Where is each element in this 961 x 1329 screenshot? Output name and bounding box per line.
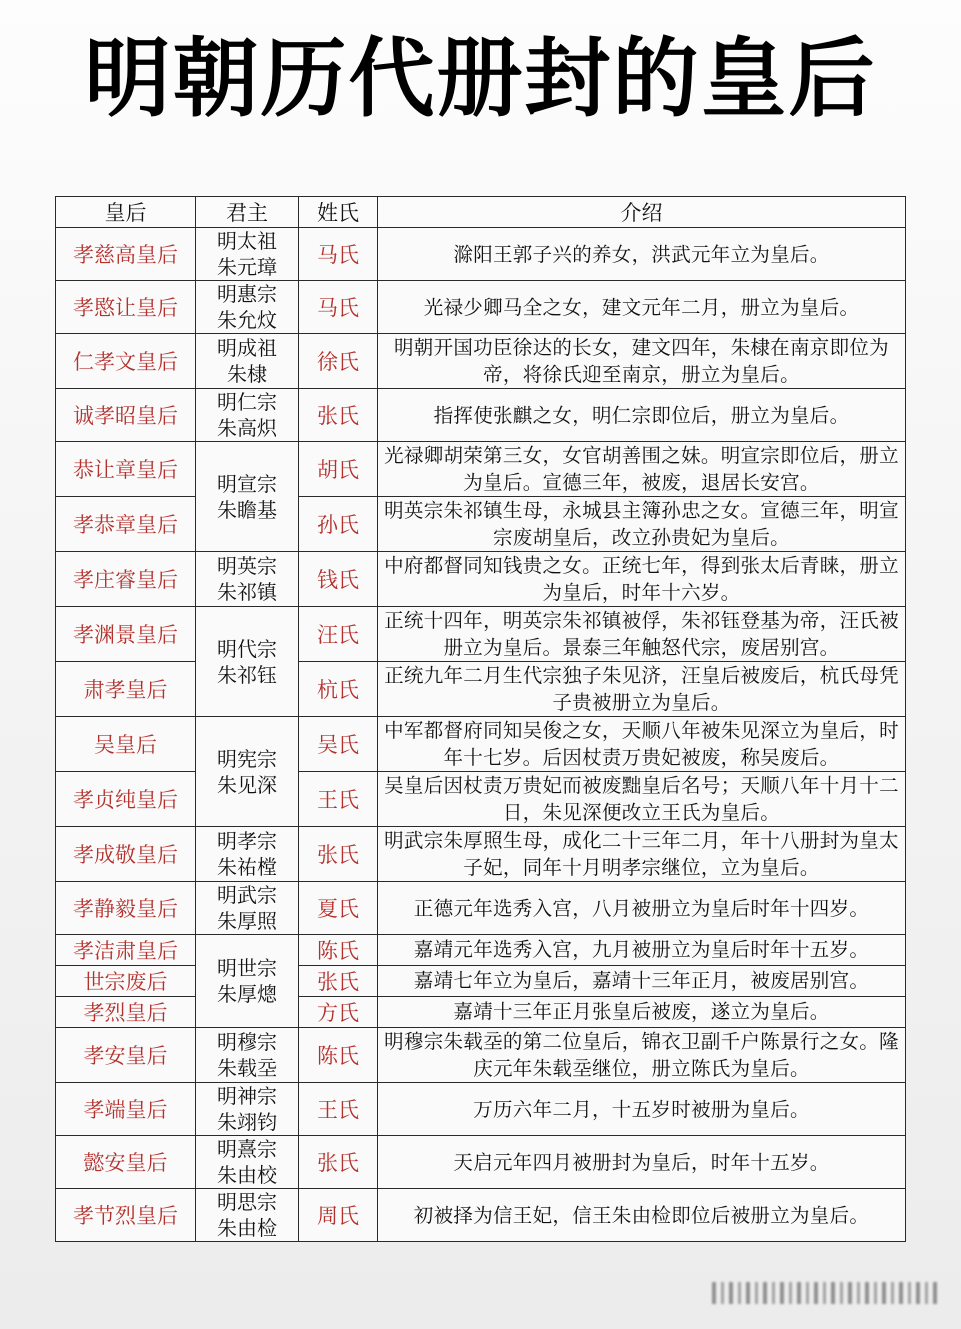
intro: 指挥使张麒之女，明仁宗即位后，册立为皇后。 bbox=[378, 389, 906, 442]
intro: 天启元年四月被册封为皇后，时年十五岁。 bbox=[378, 1136, 906, 1189]
emperor-personal-name: 朱厚照 bbox=[217, 909, 277, 933]
queen-title: 孝庄睿皇后 bbox=[56, 552, 196, 607]
intro: 中府都督同知钱贵之女。正统七年，得到张太后青睐，册立为皇后，时年十六岁。 bbox=[378, 552, 906, 607]
intro: 光禄少卿马全之女，建文元年二月，册立为皇后。 bbox=[378, 281, 906, 334]
header-intro: 介绍 bbox=[378, 197, 906, 228]
emperor-temple-name: 明代宗 bbox=[217, 636, 277, 661]
intro: 滁阳王郭子兴的养女，洪武元年立为皇后。 bbox=[378, 228, 906, 281]
table-row bbox=[56, 1028, 906, 1083]
emperor-cell bbox=[196, 281, 299, 334]
table-row bbox=[56, 1136, 906, 1189]
queen-title: 孝烈皇后 bbox=[56, 997, 196, 1028]
queen-title: 懿安皇后 bbox=[56, 1136, 196, 1189]
surname: 马氏 bbox=[299, 281, 378, 334]
emperor-personal-name: 朱棣 bbox=[227, 362, 267, 386]
empress-table bbox=[55, 196, 906, 1242]
emperor-cell bbox=[196, 1028, 299, 1083]
page-title: 明朝历代册封的皇后 bbox=[84, 29, 877, 129]
queen-title: 恭让章皇后 bbox=[56, 442, 196, 497]
surname: 张氏 bbox=[299, 1136, 378, 1189]
queen-title: 诚孝昭皇后 bbox=[56, 389, 196, 442]
emperor-cell bbox=[196, 1083, 299, 1136]
queen-title: 肃孝皇后 bbox=[56, 662, 196, 717]
emperor-cell bbox=[196, 552, 299, 607]
table-header-row bbox=[56, 197, 906, 228]
queen-title: 世宗废后 bbox=[56, 966, 196, 997]
surname: 杭氏 bbox=[299, 662, 378, 717]
surname: 胡氏 bbox=[299, 442, 378, 497]
emperor-cell bbox=[196, 827, 299, 882]
emperor-personal-name: 朱载坖 bbox=[217, 1056, 277, 1080]
emperor-temple-name: 明宣宗 bbox=[217, 471, 277, 496]
surname: 徐氏 bbox=[299, 334, 378, 389]
table-row bbox=[56, 497, 906, 552]
queen-title: 吴皇后 bbox=[56, 717, 196, 772]
emperor-cell bbox=[196, 882, 299, 935]
intro: 万历六年二月，十五岁时被册为皇后。 bbox=[378, 1083, 906, 1136]
emperor-temple-name: 明穆宗 bbox=[217, 1030, 277, 1054]
queen-title: 孝安皇后 bbox=[56, 1028, 196, 1083]
table-row bbox=[56, 1189, 906, 1242]
emperor-temple-name: 明孝宗 bbox=[217, 829, 277, 853]
surname: 马氏 bbox=[299, 228, 378, 281]
table-row bbox=[56, 389, 906, 442]
surname: 孙氏 bbox=[299, 497, 378, 552]
table-row bbox=[56, 281, 906, 334]
header-surname: 姓氏 bbox=[299, 197, 378, 228]
emperor-cell bbox=[196, 228, 299, 281]
intro: 嘉靖元年选秀入宫，九月被册立为皇后时年十五岁。 bbox=[378, 935, 906, 966]
emperor-temple-name: 明武宗 bbox=[217, 883, 277, 907]
blurred-watermark bbox=[712, 1282, 942, 1304]
table-row bbox=[56, 607, 906, 662]
table-row bbox=[56, 882, 906, 935]
table-row bbox=[56, 935, 906, 966]
emperor-personal-name: 朱厚熜 bbox=[217, 982, 277, 1006]
emperor-temple-name: 明英宗 bbox=[217, 554, 277, 578]
emperor-cell bbox=[196, 935, 299, 1028]
surname: 汪氏 bbox=[299, 607, 378, 662]
surname: 方氏 bbox=[299, 997, 378, 1028]
surname: 陈氏 bbox=[299, 1028, 378, 1083]
intro: 光禄卿胡荣第三女，女官胡善围之妹。明宣宗即位后，册立为皇后。宣德三年，被废，退居长安宫。 bbox=[378, 442, 906, 497]
emperor-cell bbox=[196, 607, 299, 717]
surname: 夏氏 bbox=[299, 882, 378, 935]
intro: 中军都督府同知吴俊之女，天顺八年被朱见深立为皇后，时年十七岁。后因杖责万贵妃被废，称吴废后。 bbox=[378, 717, 906, 772]
surname: 张氏 bbox=[299, 389, 378, 442]
queen-title: 孝贞纯皇后 bbox=[56, 772, 196, 827]
emperor-personal-name: 朱祐樘 bbox=[217, 855, 277, 879]
emperor-personal-name: 朱祁镇 bbox=[217, 580, 277, 604]
emperor-cell bbox=[196, 717, 299, 827]
surname: 王氏 bbox=[299, 1083, 378, 1136]
emperor-personal-name: 朱祁钰 bbox=[217, 662, 277, 687]
emperor-cell bbox=[196, 1136, 299, 1189]
queen-title: 孝成敬皇后 bbox=[56, 827, 196, 882]
surname: 张氏 bbox=[299, 827, 378, 882]
header-emperor: 君主 bbox=[196, 197, 299, 228]
surname: 周氏 bbox=[299, 1189, 378, 1242]
emperor-temple-name: 明神宗 bbox=[217, 1084, 277, 1108]
intro: 正统十四年，明英宗朱祁镇被俘，朱祁钰登基为帝，汪氏被册立为皇后。景泰三年触怒代宗，废居别宫。 bbox=[378, 607, 906, 662]
intro: 嘉靖七年立为皇后，嘉靖十三年正月，被废居别宫。 bbox=[378, 966, 906, 997]
queen-title: 孝愍让皇后 bbox=[56, 281, 196, 334]
table-row bbox=[56, 334, 906, 389]
emperor-temple-name: 明太祖 bbox=[217, 229, 277, 253]
intro: 明穆宗朱载坖的第二位皇后，锦衣卫副千户陈景行之女。隆庆元年朱载坖继位，册立陈氏为皇后。 bbox=[378, 1028, 906, 1083]
emperor-temple-name: 明仁宗 bbox=[217, 390, 277, 414]
intro: 嘉靖十三年正月张皇后被废，遂立为皇后。 bbox=[378, 997, 906, 1028]
queen-title: 孝端皇后 bbox=[56, 1083, 196, 1136]
surname: 吴氏 bbox=[299, 717, 378, 772]
intro: 吴皇后因杖责万贵妃而被废黜皇后名号；天顺八年十月十二日，朱见深便改立王氏为皇后。 bbox=[378, 772, 906, 827]
surname: 陈氏 bbox=[299, 935, 378, 966]
intro: 明朝开国功臣徐达的长女，建文四年，朱棣在南京即位为帝，将徐氏迎至南京，册立为皇后。 bbox=[378, 334, 906, 389]
table-row bbox=[56, 228, 906, 281]
queen-title: 孝洁肃皇后 bbox=[56, 935, 196, 966]
emperor-personal-name: 朱由校 bbox=[217, 1163, 277, 1187]
intro: 明武宗朱厚照生母，成化二十三年二月，年十八册封为皇太子妃，同年十月明孝宗继位，立为皇后。 bbox=[378, 827, 906, 882]
intro: 初被择为信王妃，信王朱由检即位后被册立为皇后。 bbox=[378, 1189, 906, 1242]
emperor-temple-name: 明惠宗 bbox=[217, 282, 277, 306]
table-row bbox=[56, 442, 906, 497]
table-row bbox=[56, 997, 906, 1028]
emperor-personal-name: 朱见深 bbox=[217, 772, 277, 797]
emperor-personal-name: 朱由检 bbox=[217, 1216, 277, 1240]
emperor-temple-name: 明宪宗 bbox=[217, 746, 277, 771]
surname: 张氏 bbox=[299, 966, 378, 997]
table-row bbox=[56, 1083, 906, 1136]
queen-title: 孝渊景皇后 bbox=[56, 607, 196, 662]
queen-title: 孝慈高皇后 bbox=[56, 228, 196, 281]
emperor-temple-name: 明成祖 bbox=[217, 336, 277, 360]
intro: 明英宗朱祁镇生母，永城县主簿孙忠之女。宣德三年，明宣宗废胡皇后，改立孙贵妃为皇后。 bbox=[378, 497, 906, 552]
emperor-personal-name: 朱瞻基 bbox=[217, 497, 277, 522]
queen-title: 孝恭章皇后 bbox=[56, 497, 196, 552]
surname: 钱氏 bbox=[299, 552, 378, 607]
queen-title: 仁孝文皇后 bbox=[56, 334, 196, 389]
emperor-cell bbox=[196, 442, 299, 552]
table-row bbox=[56, 772, 906, 827]
emperor-temple-name: 明世宗 bbox=[217, 956, 277, 980]
intro: 正统九年二月生代宗独子朱见济，汪皇后被废后，杭氏母凭子贵被册立为皇后。 bbox=[378, 662, 906, 717]
emperor-cell bbox=[196, 334, 299, 389]
queen-title: 孝节烈皇后 bbox=[56, 1189, 196, 1242]
emperor-personal-name: 朱翊钧 bbox=[217, 1110, 277, 1134]
emperor-personal-name: 朱元璋 bbox=[217, 255, 277, 279]
table-row bbox=[56, 717, 906, 772]
emperor-temple-name: 明熹宗 bbox=[217, 1137, 277, 1161]
table-row bbox=[56, 662, 906, 717]
emperor-cell bbox=[196, 389, 299, 442]
queen-title: 孝静毅皇后 bbox=[56, 882, 196, 935]
emperor-personal-name: 朱允炆 bbox=[217, 308, 277, 332]
table-row bbox=[56, 827, 906, 882]
table-row bbox=[56, 552, 906, 607]
intro: 正德元年选秀入宫，八月被册立为皇后时年十四岁。 bbox=[378, 882, 906, 935]
table-row bbox=[56, 966, 906, 997]
emperor-personal-name: 朱高炽 bbox=[217, 416, 277, 440]
emperor-cell bbox=[196, 1189, 299, 1242]
emperor-temple-name: 明思宗 bbox=[217, 1190, 277, 1214]
surname: 王氏 bbox=[299, 772, 378, 827]
header-queen: 皇后 bbox=[56, 197, 196, 228]
